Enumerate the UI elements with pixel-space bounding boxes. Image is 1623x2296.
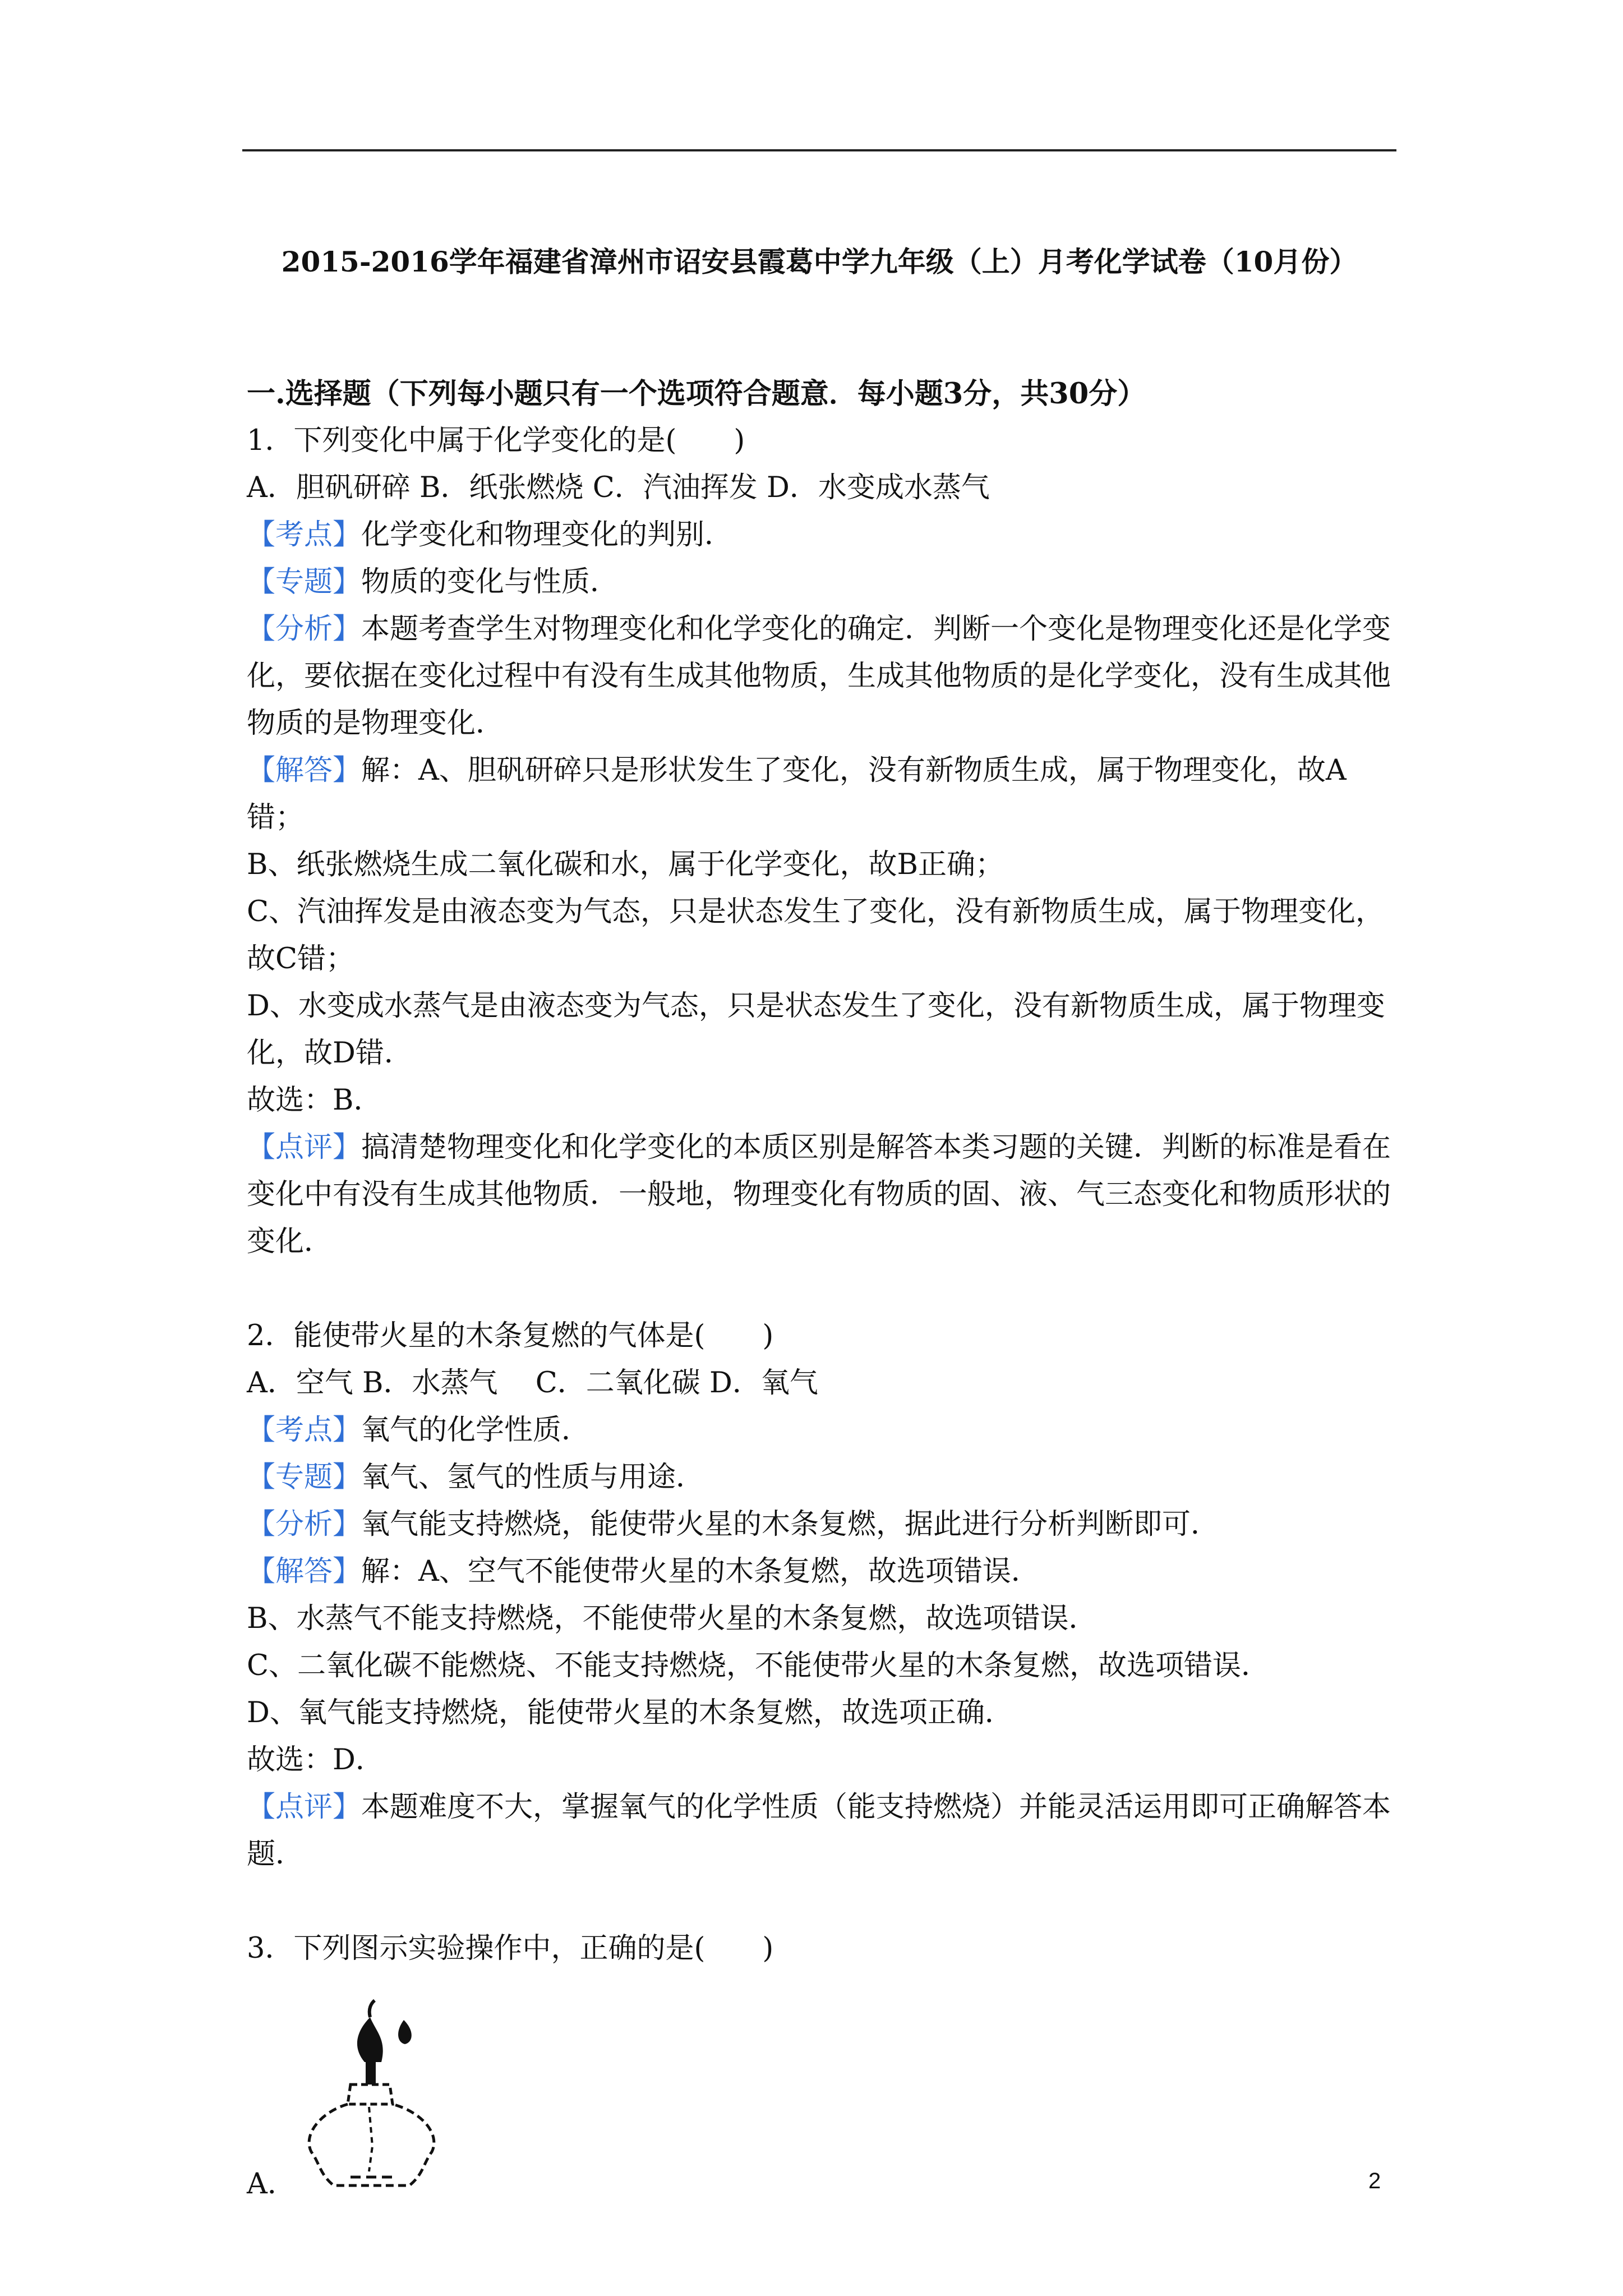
q1-jieda-line: 化，故D错． xyxy=(247,1037,413,1070)
q2-options: A．空气 B．水蒸气 C．二氧化碳 D．氧气 xyxy=(247,1366,818,1400)
tag-zhuanti: 【专题】 xyxy=(247,565,362,599)
q2-dianping-line: 题． xyxy=(247,1838,305,1871)
alcohol-lamp-icon xyxy=(297,1978,477,2202)
q2-jieda-line: B、水蒸气不能支持燃烧，不能使带火星的木条复燃，故选项错误． xyxy=(247,1602,1098,1635)
q2-zhuanti: 【专题】氧气、氢气的性质与用途． xyxy=(247,1461,705,1494)
q1-dianping: 【点评】搞清楚物理变化和化学变化的本质区别是解答本类习题的关键．判断的标准是看在 xyxy=(247,1131,1391,1164)
tag-jieda: 【解答】 xyxy=(247,1555,362,1588)
document-body xyxy=(247,370,1402,2208)
q1-jieda: 【解答】解：A、胆矾研碎只是形状发生了变化，没有新物质生成，属于物理变化，故A错； xyxy=(247,754,1347,834)
tag-fenxi: 【分析】 xyxy=(247,613,362,646)
q3-option-a xyxy=(247,1972,1402,2208)
q1-answer: 故选：B． xyxy=(247,1084,382,1117)
tag-kaodian: 【考点】 xyxy=(247,518,362,551)
q1-stem: 1．下列变化中属于化学变化的是( ) xyxy=(247,424,745,457)
q1-dianping-line: 变化中有没有生成其他物质．一般地，物理变化有物质的固、液、气三态变化和物质形状的 xyxy=(247,1178,1391,1211)
q1-fenxi-line: 化，要依据在变化过程中有没有生成其他物质，生成其他物质的是化学变化，没有生成其他 xyxy=(247,660,1391,693)
q1-jieda-line: 故C错； xyxy=(247,942,355,976)
tag-dianping: 【点评】 xyxy=(247,1791,362,1824)
spacer xyxy=(247,1878,1402,1925)
tag-zhuanti: 【专题】 xyxy=(247,1461,362,1494)
page-title: 2015-2016学年福建省漳州市诏安县霞葛中学九年级（上）月考化学试卷（10月份） xyxy=(281,245,1358,278)
tag-dianping: 【点评】 xyxy=(247,1131,362,1164)
q1-jieda-line: C、汽油挥发是由液态变为气态，只是状态发生了变化，没有新物质生成，属于物理变化， xyxy=(247,895,1385,928)
q3-option-a-label: A． xyxy=(247,2168,296,2201)
q1-fenxi: 【分析】本题考查学生对物理变化和化学变化的确定．判断一个变化是物理变化还是化学变 xyxy=(247,613,1391,646)
q2-jieda: 【解答】解：A、空气不能使带火星的木条复燃，故选项错误． xyxy=(247,1555,1040,1588)
q1-fenxi-line: 物质的是物理变化． xyxy=(247,707,505,740)
q2-kaodian: 【考点】氧气的化学性质． xyxy=(247,1414,591,1447)
q2-fenxi: 【分析】氧气能支持燃烧，能使带火星的木条复燃，据此进行分析判断即可． xyxy=(247,1508,1220,1541)
q2-jieda-line: D、氧气能支持燃烧，能使带火星的木条复燃，故选项正确． xyxy=(247,1696,1013,1729)
q1-jieda-line: D、水变成水蒸气是由液态变为气态，只是状态发生了变化，没有新物质生成，属于物理变 xyxy=(247,990,1385,1023)
q2-answer: 故选：D． xyxy=(247,1743,384,1777)
q2-dianping: 【点评】本题难度不大，掌握氧气的化学性质（能支持燃烧）并能灵活运用即可正确解答本 xyxy=(247,1791,1391,1824)
q2-jieda-line: C、二氧化碳不能燃烧、不能支持燃烧，不能使带火星的木条复燃，故选项错误． xyxy=(247,1649,1270,1682)
q1-kaodian: 【考点】化学变化和物理变化的判别． xyxy=(247,518,734,551)
q1-options: A．胆矾研碎 B．纸张燃烧 C．汽油挥发 D．水变成水蒸气 xyxy=(247,471,990,504)
tag-fenxi: 【分析】 xyxy=(247,1508,362,1541)
page-number: 2 xyxy=(1368,2169,1381,2193)
header-rule xyxy=(242,149,1396,151)
q1-dianping-line: 变化． xyxy=(247,1225,333,1258)
spacer xyxy=(247,1266,1402,1313)
q1-jieda-line: B、纸张燃烧生成二氧化碳和水，属于化学变化，故B正确； xyxy=(247,848,1004,881)
tag-jieda: 【解答】 xyxy=(247,754,362,787)
section-heading: 一.选择题（下列每小题只有一个选项符合题意．每小题3分，共30分） xyxy=(247,377,1146,411)
q1-zhuanti: 【专题】物质的变化与性质． xyxy=(247,565,619,599)
tag-kaodian: 【考点】 xyxy=(247,1414,362,1447)
q3-stem: 3．下列图示实验操作中，正确的是( ) xyxy=(247,1932,774,1965)
q2-stem: 2．能使带火星的木条复燃的气体是( ) xyxy=(247,1319,774,1352)
